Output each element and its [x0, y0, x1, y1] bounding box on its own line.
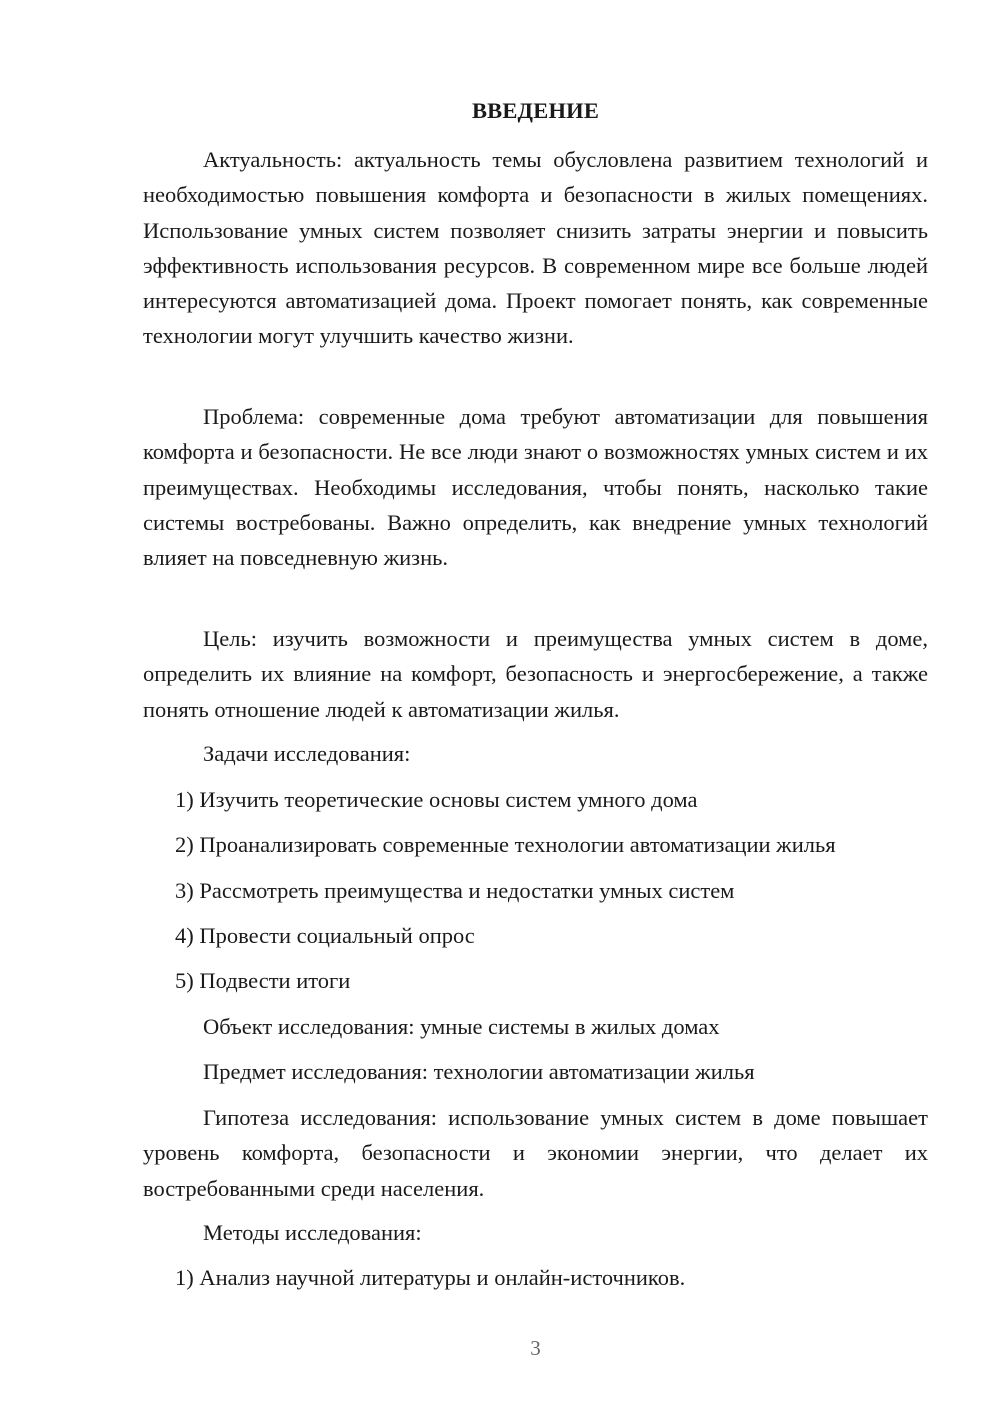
page-number: 3 — [530, 1336, 541, 1360]
tasks-heading: Задачи исследования: — [203, 741, 411, 766]
section-title: ВВЕДЕНИЕ — [471, 98, 600, 123]
research-object: Объект исследования: умные системы в жилых домах — [203, 1014, 720, 1039]
hypothesis-paragraph: Гипотеза исследования: использование умных систем в доме повышает уровень комфорта, безопасности и экономии энергии, что делает их востребованными среди населения. — [143, 1105, 928, 1201]
methods-heading: Методы исследования: — [203, 1220, 422, 1245]
task-item: 3) Рассмотреть преимущества и недостатки умных систем — [175, 878, 735, 903]
task-item: 5) Подвести итоги — [175, 968, 351, 993]
goal-paragraph: Цель: изучить возможности и преимущества умных систем в доме, определить их влияние на комфорт, безопасность и энергосбережение, а также понять отношение людей к автоматизации жилья. — [143, 626, 928, 722]
problem-paragraph: Проблема: современные дома требуют автоматизации для повышения комфорта и безопасности. Не все люди знают о возможностях умных систем и их преимуществах. Необходимы исследования, чтобы понять, насколько такие системы востребованы. Важно определить, как внедрение умных технологий влияет на повседневную жизнь. — [143, 404, 928, 571]
research-subject: Предмет исследования: технологии автоматизации жилья — [203, 1059, 755, 1084]
relevance-paragraph: Актуальность: актуальность темы обусловлена развитием технологий и необходимостью повышения комфорта и безопасности в жилых помещениях. Использование умных систем позволяет снизить затраты энергии и повысить эффективность использования ресурсов. В современном мире все больше людей интересуются автоматизацией дома. Проект помогает понять, как современные технологии могут улучшить качество жизни. — [143, 147, 928, 349]
task-item: 4) Провести социальный опрос — [175, 923, 475, 948]
method-item: 1) Анализ научной литературы и онлайн-источников. — [175, 1265, 686, 1290]
task-item: 1) Изучить теоретические основы систем умного дома — [175, 787, 698, 812]
task-item: 2) Проанализировать современные технологии автоматизации жилья — [175, 832, 836, 857]
document-page — [143, 0, 928, 1414]
